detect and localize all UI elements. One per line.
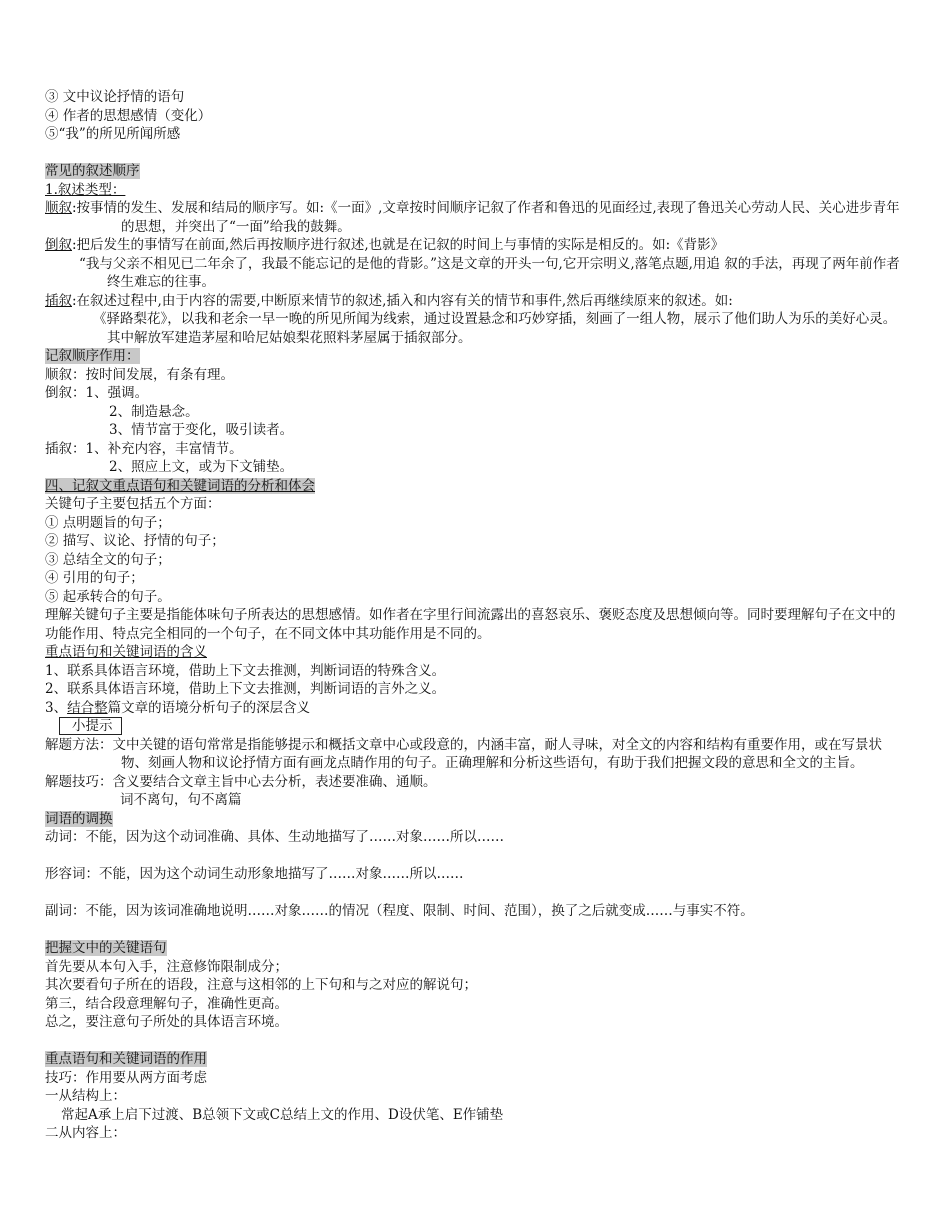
types-title: 1.叙述类型： [45,181,126,198]
intro-item: ③ 文中议论抒情的语句 [45,89,185,105]
section-heading-effect: 记叙顺序作用： [45,348,140,364]
intro-item: ⑤“我”的所见所闻所感 [45,126,181,142]
daoxu-paragraph [45,236,907,255]
role-structure: 一从结构上： [45,1088,126,1104]
skill-label: 解题技巧： [45,773,113,790]
meaning-item-3-prefix: 3、 [45,699,68,716]
shunxu-paragraph [45,199,907,236]
chaxu-paragraph [45,292,907,311]
effect-daoxu-3: 3、情节富于变化，吸引读者。 [109,422,294,438]
method-text: 文中关键的语句常常是指能够提示和概括文章中心或段意的，内涵丰富，耐人寻味，对全文的内容和结构有重要作用，或在写景状物、刻画人物和议论抒情方面有画龙点睛作用的句子。正确理解和分析这些语句，有助于我们把握文段的意思和全文的主旨。 [112,736,882,771]
meaning-item-3-rest: 篇文章的语境分析句子的深层含义 [107,699,311,716]
key-sentence-intro: 关键句子主要包括五个方面： [45,496,221,512]
daoxu-quote-block [45,255,907,292]
effect-chaxu-1: 插叙：1、补充内容，丰富情节。 [45,440,243,457]
key-sentence-item: ③ 总结全文的句子； [45,551,171,568]
grasp-line: 首先要从本句入手，注意修饰限制成分； [45,958,288,975]
effect-daoxu-1: 倒叙：1、强调。 [45,385,149,401]
skill-text: 含义要结合文章主旨中心去分析，表述要准确、通顺。 [112,773,437,790]
tip-box: 小提示 [59,717,122,735]
chaxu-label: 插叙 [45,292,72,309]
chaxu-example-block [45,310,907,347]
section-heading-grasp: 把握文中的关键语句 [45,940,167,956]
understanding-paragraph: 理解关键句子主要是指能体味句子所表达的思想感情。如作者在字里行间流露出的喜怒哀乐、褒贬态度及思想倾向等。同时要理解句子在文中的功能作用、特点完全相同的一个句子，在不同文体中其功能作用是不同的。 [45,607,896,642]
daoxu-text: :把后发生的事情写在前面,然后再按顺序进行叙述,也就是在记叙的时间上与事情的实际是相反的。如:《背影》 [72,237,725,253]
role-content: 二从内容上： [45,1125,126,1141]
effect-chaxu-2: 2、照应上文，或为下文铺垫。 [109,459,294,475]
method-label: 解题方法： [45,736,113,753]
intro-item: ④ 作者的思想感情（变化） [45,107,212,124]
section-heading-role: 重点语句和关键词语的作用 [45,1051,207,1067]
section-heading-four: 四、记叙文重点语句和关键词语的分析和体会 [45,477,315,494]
section-heading-order: 常见的叙述顺序 [45,163,140,179]
grasp-line: 第三，结合段意理解句子，准确性更高。 [45,995,288,1012]
section-heading-meaning: 重点语句和关键词语的含义 [45,644,207,660]
grasp-line: 其次要看句子所在的语段，注意与这相邻的上下句和与之对应的解说句； [45,977,477,993]
meaning-item: 1、联系具体语言环境，借助上下文去推测，判断词语的特殊含义。 [45,662,446,679]
chaxu-example: 《驿路梨花》，以我和老余一早一晚的所见所闻为线索，通过设置悬念和巧妙穿插，刻画了一组人物，展示了他们助人为乐的美好心灵。其中解放军建造茅屋和哈尼姑娘梨花照料茅屋属于插叙部分。 [93,311,897,346]
key-sentence-item: ⑤ 起承转合的句子。 [45,588,171,605]
effect-daoxu-2: 2、制造悬念。 [109,403,199,420]
word-adv: 副词：不能，因为该词准确地说明……对象……的情况（程度、限制、时间、范围），换了之后就变成……与事实不符。 [45,903,754,919]
key-sentence-item: ② 描写、议论、抒情的句子； [45,533,225,549]
skill-text-2: 词不离句，句不离篇 [120,792,242,808]
key-sentence-item: ① 点明题旨的句子； [45,514,171,531]
daoxu-label: 倒叙 [45,237,72,253]
skill-line [45,773,907,792]
meaning-item: 2、联系具体语言环境，借助上下文去推测，判断词语的言外之义。 [45,681,446,697]
meaning-item-3 [45,699,907,718]
method-paragraph [45,736,907,773]
key-sentence-item: ④ 引用的句子； [45,570,144,586]
effect-shunxu: 顺叙：按时间发展，有条有理。 [45,366,234,383]
chaxu-text: :在叙述过程中,由于内容的需要,中断原来情节的叙述,插入和内容有关的情节和事件,然后再继续原来的叙述。如: [72,292,733,309]
document-page [45,88,907,1143]
meaning-item-3-underlined: 结合整 [67,699,108,716]
daoxu-quote: “我与父亲不相见已二年余了，我最不能忘记的是他的背影。”这是文章的开头一句,它开宗明义,落笔点题,用追 叙的手法，再现了两年前作者终生难忘的往事。 [79,255,900,290]
role-structure-detail: 常起A承上启下过渡、B总领下文或C总结上文的作用、D设伏笔、E作铺垫 [61,1106,504,1123]
grasp-line: 总之，要注意句子所处的具体语言环境。 [45,1014,288,1030]
word-adj: 形容词：不能，因为这个动词生动形象地描写了……对象……所以…… [45,866,464,882]
role-skill: 技巧：作用要从两方面考虑 [45,1069,207,1086]
section-heading-words: 词语的调换 [45,810,113,827]
word-verb: 动词：不能，因为这个动词准确、具体、生动地描写了……对象……所以…… [45,829,504,845]
shunxu-text: :按事情的发生、发展和结局的顺序写。如:《一面》,文章按时间顺序记叙了作者和鲁迅的见面经过,表现了鲁迅关心劳动人民、关心进步青年的思想，并突出了“一面”给我的鼓舞。 [72,200,900,235]
shunxu-label: 顺叙 [45,200,72,216]
